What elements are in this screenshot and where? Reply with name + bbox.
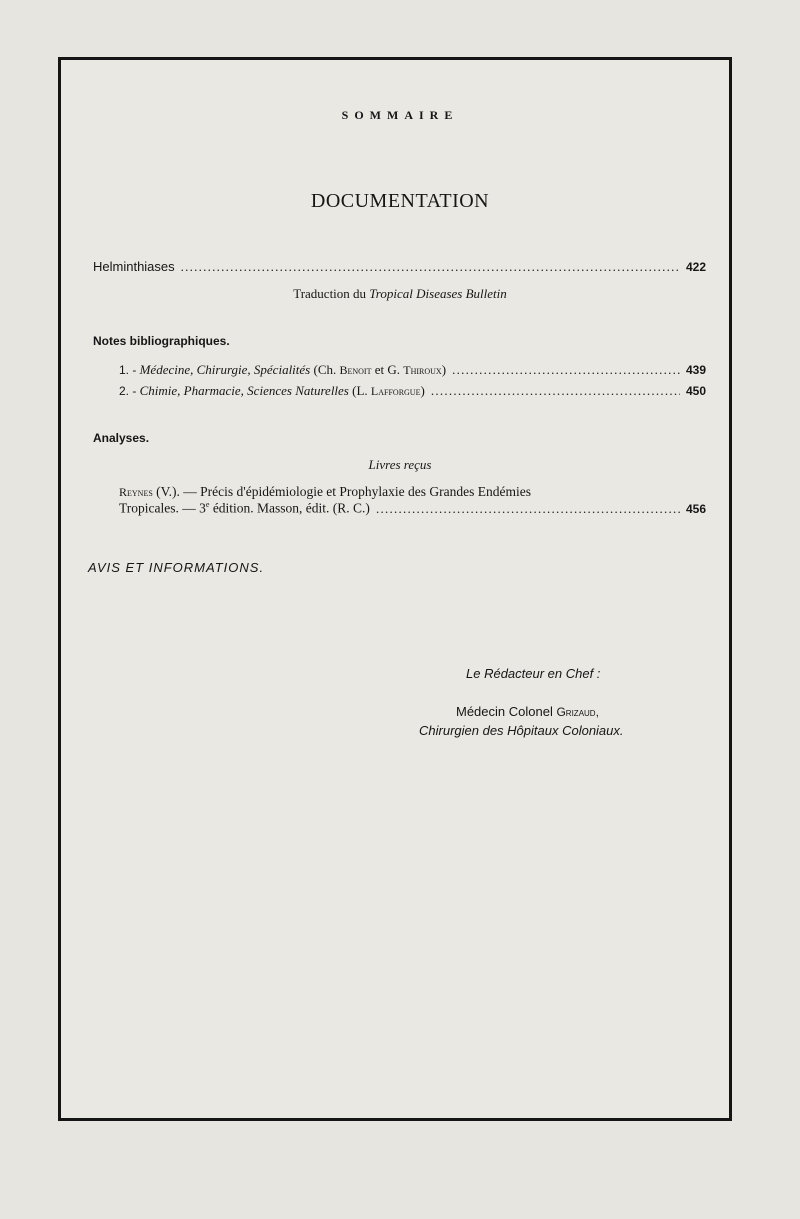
signature-role: Le Rédacteur en Chef : [466,666,601,681]
page-number: 422 [685,260,706,274]
leader-dots [376,501,680,517]
toc-entry-helminthiases[interactable] [93,259,706,275]
documentation-title: DOCUMENTATION [310,190,490,212]
leader-dots [181,259,680,275]
reynes-line-2b: édition. Masson, édit. (R. C.) [212,500,370,516]
traduction-line [0,286,800,302]
reynes-line-2a: Tropicales. — 3 [119,500,206,516]
entry-label: Helminthiases [93,259,175,274]
author-name: Lafforgue [370,384,421,398]
signature-rank: Médecin Colonel [456,704,553,719]
page-number: 450 [685,384,706,398]
toc-entry-reynes[interactable] [119,500,706,517]
entry-text [119,362,446,378]
author-name: Benoit [339,363,372,377]
page-border [58,57,732,1121]
signature-surname: Grizaud, [556,705,599,719]
reynes-line-1 [119,484,531,500]
sommaire-heading: SOMMAIRE [341,108,459,122]
leader-dots [452,362,680,378]
traduction-source: Tropical Diseases Bulletin [369,286,507,301]
authors-close: ) [420,383,425,398]
authors-prefix: (L. [352,383,368,398]
reynes-title: (V.). — Précis d'épidémiologie et Prophylaxie des Grandes Endémies [156,484,532,499]
notes-heading: Notes bibliographiques. [93,334,230,348]
avis-informations: AVIS ET INFORMATIONS. [88,560,265,575]
livres-recus-subheading [0,457,800,473]
signature-title: Chirurgien des Hôpitaux Coloniaux. [419,723,624,738]
signature-name [456,704,599,719]
toc-entry-note-2[interactable] [119,383,706,399]
superscript-e: e [205,500,210,509]
entry-number: 2. - [119,384,137,398]
entry-title: Médecine, Chirurgie, Spécialités [139,362,311,377]
authors-mid: et G. [374,362,401,377]
page-number: 439 [685,363,706,377]
page-number: 456 [685,501,706,516]
entry-text [119,500,370,517]
entry-text [119,383,425,399]
livres-recus-label: Livres reçus [368,457,432,472]
toc-entry-note-1[interactable] [119,362,706,378]
entry-number: 1. - [119,363,137,377]
author-name: Thiroux [403,363,442,377]
authors-close: ) [441,362,447,377]
entry-title: Chimie, Pharmacie, Sciences Naturelles [139,383,349,398]
traduction-prefix: Traduction du [293,286,367,301]
authors-prefix: (Ch. [313,362,337,377]
leader-dots [431,383,680,399]
analyses-heading: Analyses. [93,431,150,445]
author-name: Reynes [119,485,153,499]
